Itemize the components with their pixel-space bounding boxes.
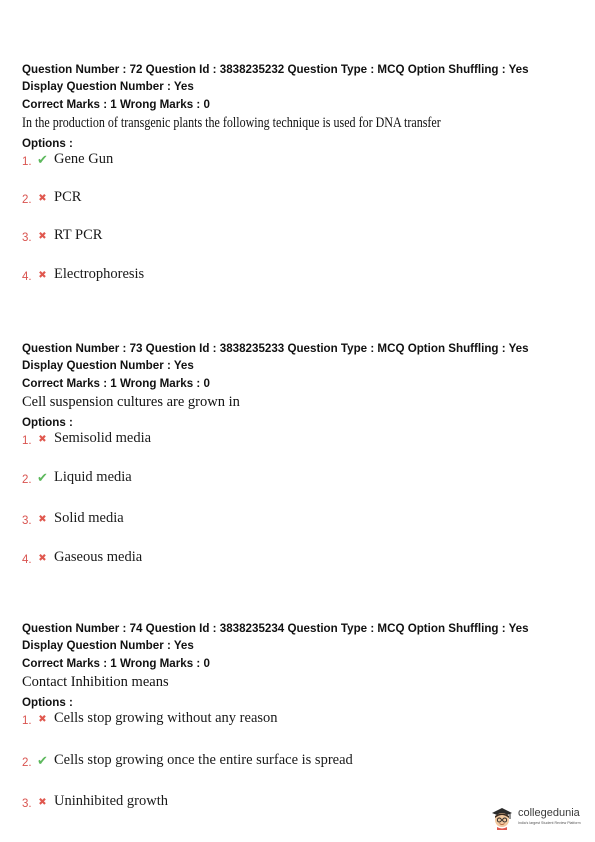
logo-tagline: India's largest Student Review Platform [518,821,581,825]
question-block [22,62,582,283]
option-text: Solid media [54,509,124,526]
question-header: Question Number : 73 Question Id : 3838235233 Question Type : MCQ Option Shuffling : Yes [22,342,529,355]
display-question-number: Display Question Number : Yes [22,79,194,93]
option-text: Semisolid media [54,429,152,446]
options-label: Options : [22,136,73,150]
display-question-number: Display Question Number : Yes [22,358,194,372]
option-number: 1. [22,434,32,447]
option-text: Liquid media [54,468,132,485]
option-text: RT PCR [54,226,103,243]
option-number: 3. [22,231,32,244]
option-text: Gene Gun [54,150,114,167]
option-item [22,548,142,566]
collegedunia-logo [489,804,589,834]
option-number: 1. [22,714,32,727]
cross-icon: ✖ [38,714,47,725]
cross-icon: ✖ [38,270,47,281]
option-item [22,792,168,810]
options-label: Options : [22,695,73,709]
cross-icon: ✖ [38,434,47,445]
option-number: 3. [22,797,32,810]
option-item [22,150,113,168]
option-item [22,751,353,769]
option-item [22,226,102,244]
option-number: 3. [22,514,32,527]
option-number: 4. [22,553,32,566]
student-mascot-icon [489,804,515,830]
option-number: 1. [22,155,32,168]
cross-icon: ✖ [38,231,47,242]
marks-line: Correct Marks : 1 Wrong Marks : 0 [22,377,210,390]
option-item [22,188,81,206]
option-text: Gaseous media [54,548,143,565]
logo-name: collegedunia [518,807,580,819]
display-question-number: Display Question Number : Yes [22,638,194,652]
check-icon: ✔ [37,471,48,486]
cross-icon: ✖ [38,797,47,808]
option-number: 2. [22,193,32,206]
marks-line: Correct Marks : 1 Wrong Marks : 0 [22,98,210,111]
option-text: Uninhibited growth [54,792,168,809]
check-icon: ✔ [37,754,48,769]
option-number: 4. [22,270,32,283]
option-item [22,429,151,447]
option-item [22,265,144,283]
question-header: Question Number : 72 Question Id : 3838235232 Question Type : MCQ Option Shuffling : Yes [22,63,529,76]
marks-line: Correct Marks : 1 Wrong Marks : 0 [22,657,210,670]
option-item [22,509,124,527]
option-number: 2. [22,756,32,769]
option-text: Cells stop growing without any reason [54,709,278,726]
cross-icon: ✖ [38,553,47,564]
option-number: 2. [22,473,32,486]
question-block [22,341,582,566]
option-item [22,468,132,486]
cross-icon: ✖ [38,514,47,525]
option-item [22,709,278,727]
check-icon: ✔ [37,153,48,168]
question-stem: Contact Inhibition means [22,673,169,690]
options-label: Options : [22,415,73,429]
question-stem: In the production of transgenic plants the following technique is used for DNA transfer [22,114,441,131]
option-text: Electrophoresis [54,265,145,282]
question-header: Question Number : 74 Question Id : 3838235234 Question Type : MCQ Option Shuffling : Yes [22,622,529,635]
question-block [22,621,582,810]
option-text: PCR [54,188,82,205]
option-text: Cells stop growing once the entire surface is spread [54,751,353,768]
cross-icon: ✖ [38,193,47,204]
question-stem: Cell suspension cultures are grown in [22,393,240,410]
